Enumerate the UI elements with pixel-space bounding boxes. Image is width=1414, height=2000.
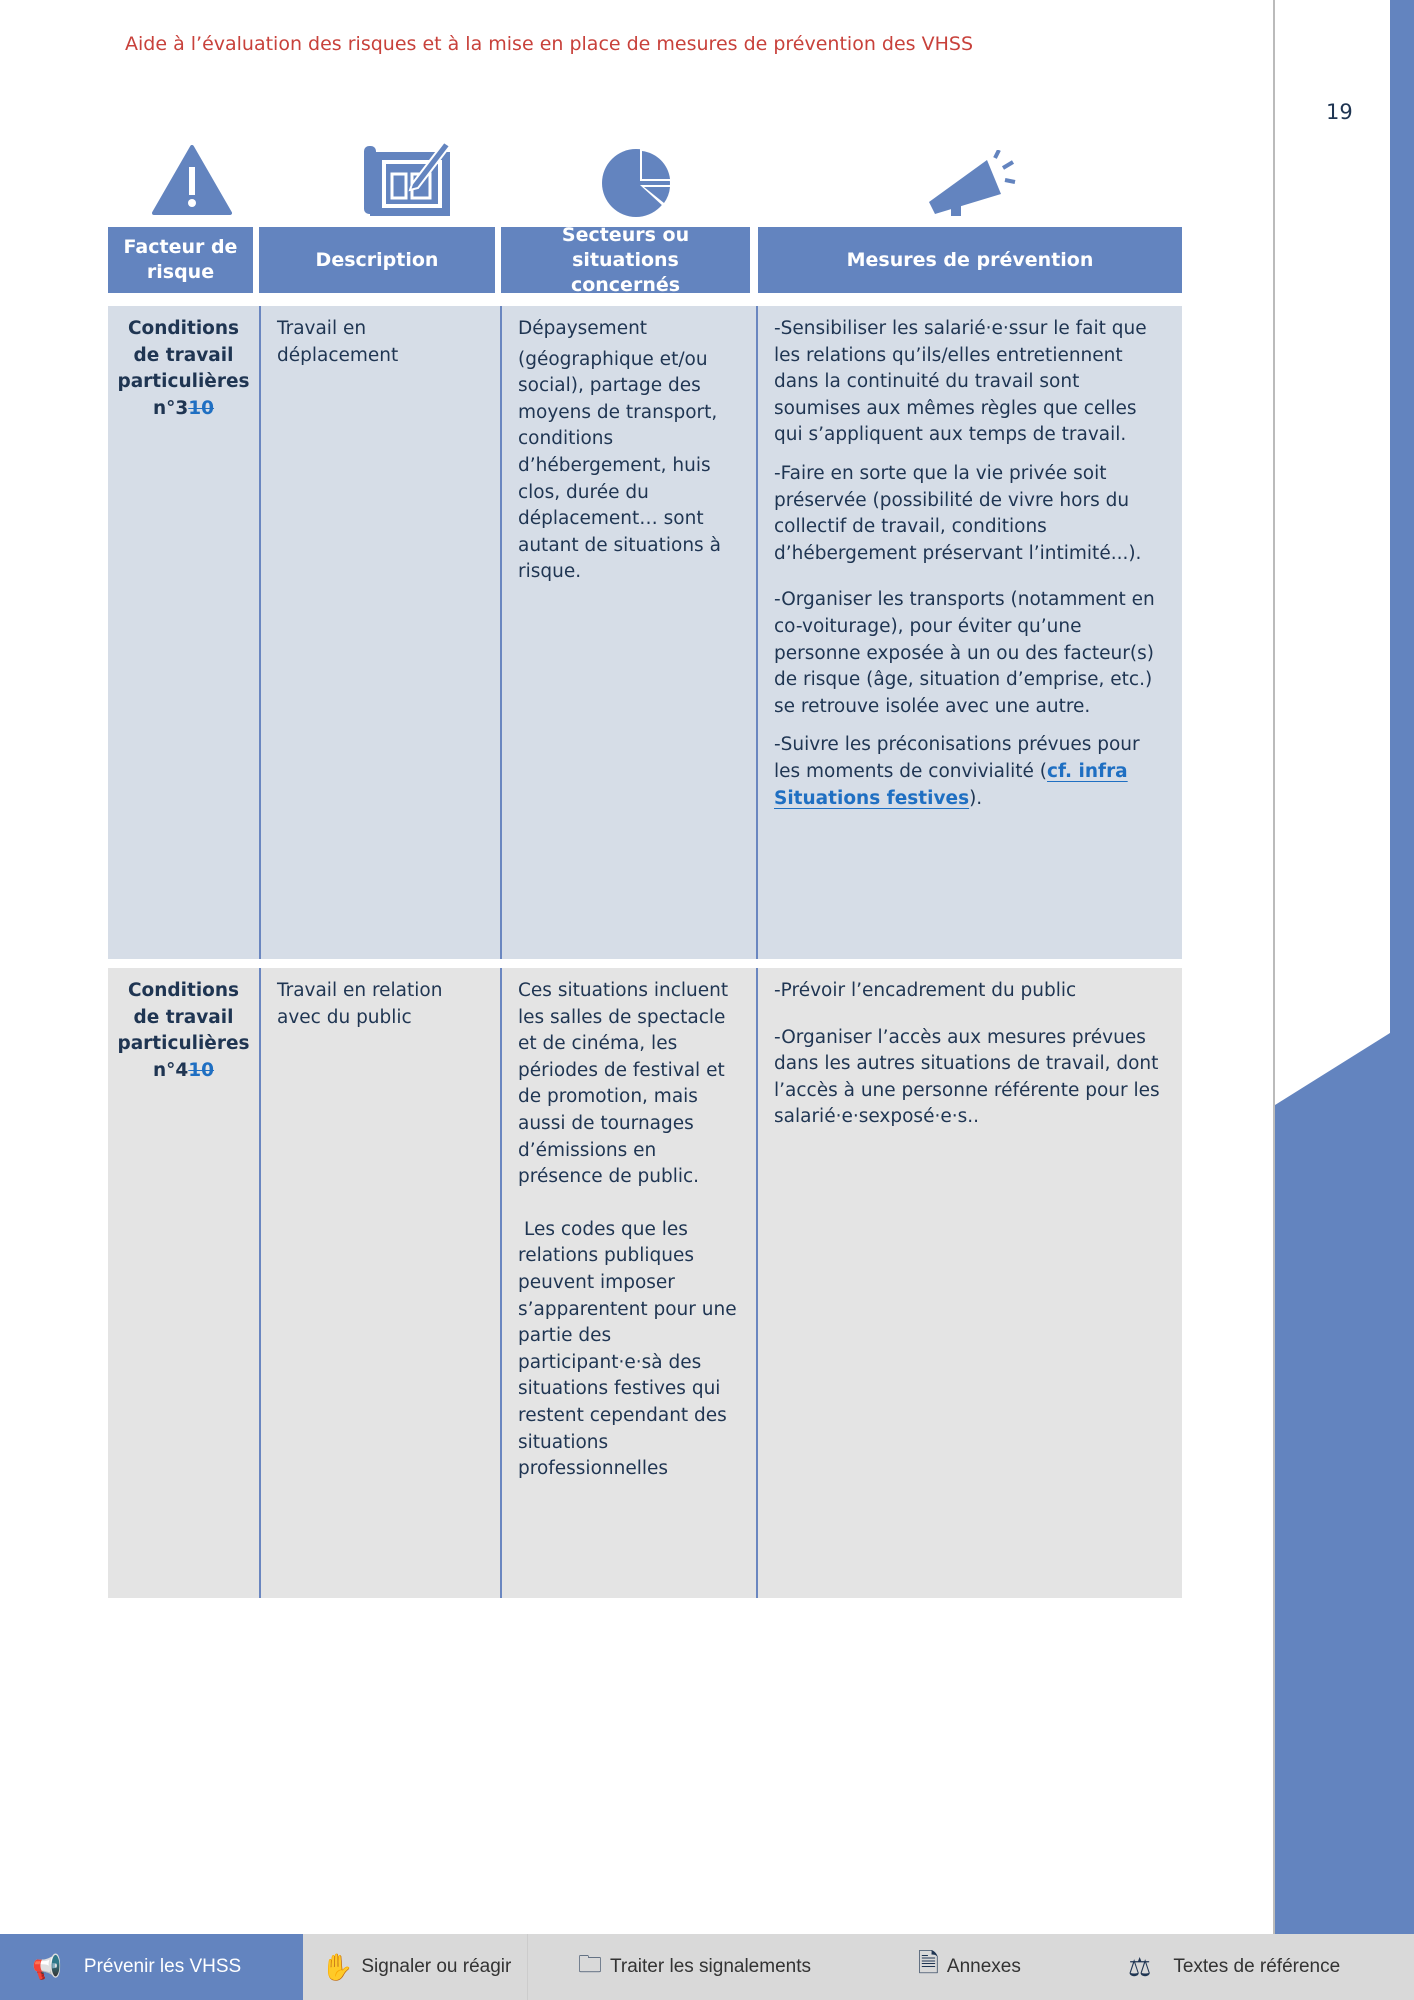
- table-row: [108, 968, 1182, 1598]
- nav-label: Signaler ou réagir: [361, 1956, 512, 1977]
- megaphone-icon: [925, 150, 1020, 220]
- scales-icon: ⚖: [1128, 1951, 1152, 1982]
- nav-label: Annexes: [946, 1956, 1021, 1977]
- description-cell: Travail en déplacement: [277, 318, 399, 366]
- column-header-mesures: Mesures de prévention: [758, 227, 1182, 293]
- hand-icon: ✋: [321, 1951, 354, 1982]
- risk-factor-label: Conditions de travail particulières: [117, 318, 250, 393]
- risk-number-deleted: 10: [188, 1059, 215, 1081]
- side-tab-panel: [1275, 0, 1390, 1105]
- footer-nav: [0, 1934, 1414, 2000]
- nav-textes[interactable]: [1058, 1934, 1398, 2000]
- column-header-facteur: Facteur de risque: [108, 227, 253, 293]
- blueprint-icon: [362, 138, 452, 218]
- measure-item: -Organiser les transports (notamment en co-voiturage), pour éviter qu’une personne exposée à un ou des facteur(s) de risque (âge, situation d’emprise, etc.) se retrouve isolée avec une autre.: [774, 589, 1155, 717]
- document-title: Aide à l’évaluation des risques et à la mise en place de mesures de prévention des VHSS: [125, 33, 974, 55]
- risk-factor-label: Conditions de travail particulières: [117, 980, 250, 1055]
- sectors-cell: [500, 306, 756, 959]
- nav-annexes[interactable]: [858, 1934, 1058, 2000]
- pie-chart-icon: [602, 147, 674, 219]
- table-row: [108, 306, 1182, 959]
- column-header-secteurs: Secteurs ou situations concernés: [501, 227, 750, 293]
- risk-factor-cell: [108, 968, 259, 1598]
- measures-cell: [756, 968, 1182, 1598]
- measure-item: [774, 732, 1166, 812]
- column-header-description: Description: [259, 227, 495, 293]
- measure-text-tail: ).: [969, 787, 983, 809]
- warning-icon: [152, 145, 232, 215]
- measures-cell: [756, 306, 1182, 959]
- sectors-text: Ces situations incluent les salles de spectacle et de cinéma, les périodes de festival et de promotion, mais aussi de tournages d’émissions en présence de public.: [518, 980, 729, 1188]
- situations-festives-link[interactable]: cf. infra Situations festives: [774, 760, 1128, 809]
- sectors-cell: [500, 968, 756, 1598]
- nav-label: Prévenir les VHSS: [83, 1956, 242, 1977]
- risk-factor-cell: [108, 306, 259, 959]
- nav-signaler[interactable]: [303, 1934, 528, 2000]
- nav-traiter[interactable]: [528, 1934, 858, 2000]
- measure-item: -Faire en sorte que la vie privée soit préservée (possibilité de vivre hors du collectif de travail, conditions d’hébergement préservant l’intimité...).: [774, 462, 1142, 564]
- measure-item: -Prévoir l’encadrement du public: [774, 980, 1077, 1001]
- megaphone-icon: 📢: [32, 1953, 62, 1981]
- document-icon: 🗎: [918, 1948, 939, 1978]
- description-cell: Travail en relation avec du public: [277, 980, 443, 1028]
- sectors-text: Dépaysement: [518, 318, 648, 339]
- nav-prevenir[interactable]: [0, 1934, 303, 2000]
- nav-label: Textes de référence: [1173, 1956, 1341, 1977]
- measure-item: -Organiser l’accès aux mesures prévues dans les autres situations de travail, dont l’accès à une personne référente pour les salarié·e·sexposé·e·s..: [774, 1026, 1160, 1128]
- measure-item: -Sensibiliser les salarié·e·ssur le fait que les relations qu’ils/elles entretiennent dans la continuité du travail sont soumises aux mêmes règles que celles qui s’appliquent aux temps de travail.: [774, 318, 1147, 446]
- risk-number-deleted: 10: [188, 397, 215, 419]
- sectors-text: (géographique et/ou social), partage des moyens de transport, conditions d’hébergement, huis clos, durée du déplacement… sont autant de situations à risque.: [518, 348, 721, 583]
- risk-number: n°3: [152, 397, 189, 419]
- page-number: 19: [1326, 100, 1353, 124]
- nav-label: Traiter les signalements: [610, 1956, 811, 1977]
- risk-number: n°4: [152, 1059, 189, 1081]
- folder-search-icon: 🗀: [578, 1950, 602, 1978]
- sectors-text: Les codes que les relations publiques peuvent imposer s’apparentent pour une partie des participant·e·sà des situations festives qui restent cependant des situations professionnelles: [518, 1218, 737, 1480]
- side-tab-edge: [1273, 0, 1275, 1934]
- measure-text: -Suivre les préconisations prévues pour les moments de convivialité (: [774, 734, 1140, 782]
